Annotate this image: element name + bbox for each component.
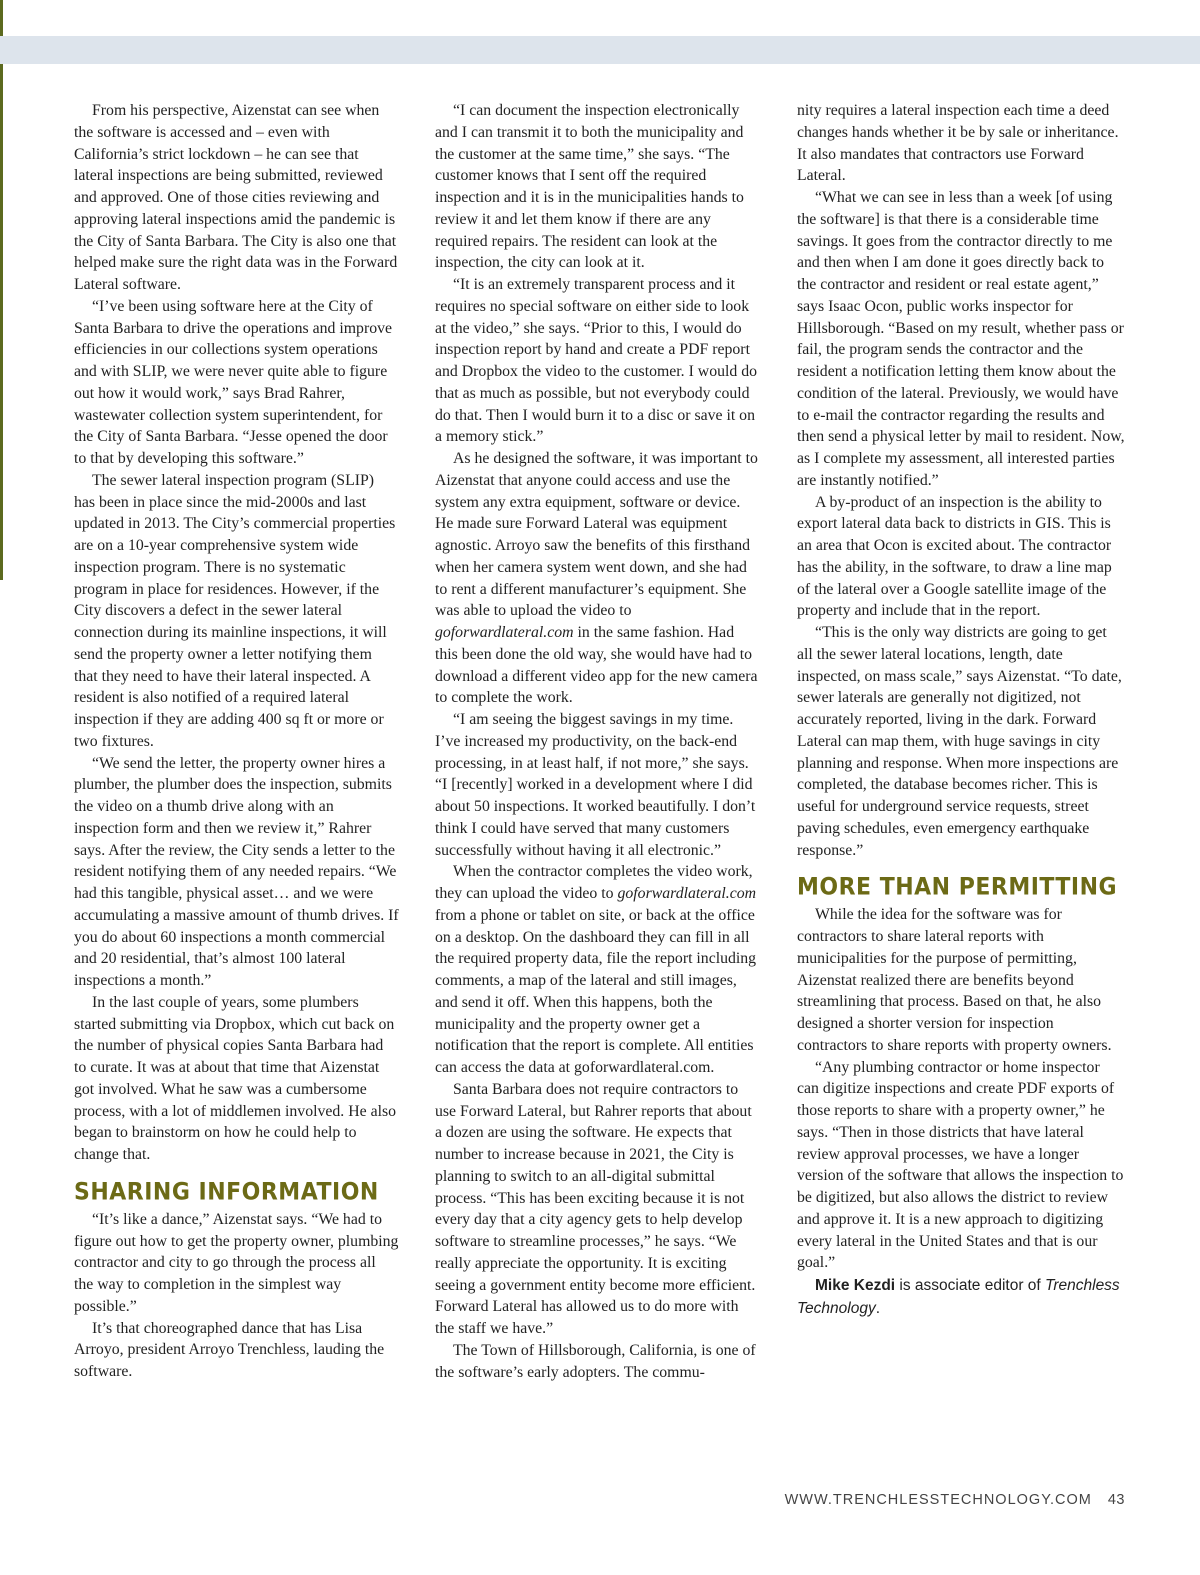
website-link[interactable]: goforwardlateral.com bbox=[617, 885, 757, 902]
footer-url[interactable]: WWW.TRENCHLESSTECHNOLOGY.COM bbox=[784, 1492, 1092, 1508]
paragraph: “I can document the inspection electronically and I can transmit it to both the municipality and the customer at the same time,” she says. “The customer knows that I sent off the required inspection and it is in the municipalities hands to review it and let them know if there are any required repairs. The resident can look at the inspection, the city can look at it. bbox=[435, 102, 744, 272]
paragraph: “I’ve been using software here at the City of Santa Barbara to drive the operations and improve efficiencies in our collections system operations and with SLIP, we were never quite able to figure out how it would work,” says Brad Rahrer, wastewater collection system superintendent, for the City of Santa Barbara. “Jesse opened the door to that by developing this software.” bbox=[74, 297, 393, 467]
paragraph: The Town of Hillsborough, California, is one of the software’s early adopters. The commu- bbox=[435, 1341, 756, 1381]
text-run: When the contractor completes the video work, they can upload the video to bbox=[435, 863, 753, 902]
paragraph: “It is an extremely transparent process and it requires no special software on either side to look at the video,” she says. “Prior to this, I would do inspection report by hand and create a PDF report and Dropbox the video to the customer. I would do that as much as possible, but not everybody could do that. Then I would burn it to a disc or save it on a memory stick.” bbox=[435, 276, 758, 446]
author-name: Mike Kezdi bbox=[815, 1277, 896, 1294]
paragraph bbox=[435, 861, 760, 1079]
paragraph: Santa Barbara does not require contractors to use Forward Lateral, but Rahrer reports that about a dozen are using the software. He expects that number to increase because in 2021, the City is planning to switch to an all-digital submittal process. “This has been exciting because it is not every day that a city agency gets to help develop software to streamline processes,” he says. “We really appreciate the opportunity. It is exciting seeing a government entity become more efficient. Forward Lateral has allowed us to do more with the staff we have.” bbox=[435, 1080, 756, 1337]
paragraph bbox=[435, 448, 760, 709]
paragraph: While the idea for the software was for contractors to share lateral reports with municipalities for the purpose of permitting, Aizenstat realized there are benefits beyond streamlining that process. Based on that, he also designed a shorter version for inspection contractors to share reports with property owners. bbox=[797, 906, 1112, 1054]
page-footer bbox=[785, 1492, 1125, 1508]
publication-name: Trenchless Technology bbox=[797, 1277, 1120, 1317]
paragraph: “Any plumbing contractor or home inspector can digitize inspections and create PDF exports of those reports to share with a property owner,” he says. “Then in those districts that have lateral review approval processes, we have a longer version of the software that allows the inspection to be digitized, but also allows the district to review and approve it. It is a new approach to digitizing every lateral in the United States and that is our goal.” bbox=[797, 1058, 1124, 1272]
article-column-3 bbox=[797, 100, 1125, 1320]
paragraph: “It’s like a dance,” Aizenstat says. “We had to figure out how to get the property owner, plumbing contractor and city to go through the process all the way to completion in the simplest way possible.” bbox=[74, 1210, 399, 1315]
paragraph: A by-product of an inspection is the ability to export lateral data back to districts in GIS. This is an area that Ocon is excited about. The contractor has the ability, in the software, to draw a line map of the lateral over a Google satellite image of the property and include that in the report. bbox=[797, 493, 1112, 620]
article-column-2 bbox=[435, 100, 760, 1383]
left-edge-rule bbox=[0, 0, 3, 580]
byline-text: . bbox=[875, 1300, 881, 1317]
text-run: As he designed the software, it was important to Aizenstat that anyone could access and use the system any extra equipment, software or device. He made sure Forward Lateral was equipment agnostic. Arroyo saw the benefits of this firsthand when her camera system went down, and she had to rent a different manufacturer’s equipment. She was able to upload the video to bbox=[435, 450, 758, 620]
section-heading-more-than-permitting: MORE THAN PERMITTING bbox=[797, 873, 1118, 902]
text-run: in the same fashion. Had this been done the old way, she would have had to download a different video app for the new camera to complete the work. bbox=[435, 624, 758, 707]
byline-text: is associate editor of bbox=[895, 1277, 1046, 1294]
paragraph: The sewer lateral inspection program (SLIP) has been in place since the mid-2000s and last updated in 2013. The City’s commercial properties are on a 10-year comprehensive system wide inspection program. There is no systematic program in place for residences. However, if the City discovers a defect in the sewer lateral connection during its mainline inspections, it will send the property owner a letter notifying them that they need to have their lateral inspected. A resident is also notified of a required lateral inspection if they are adding 400 sq ft or more or two fixtures. bbox=[74, 471, 396, 750]
paragraph: “This is the only way districts are going to get all the sewer lateral locations, length, date inspected, on mass scale,” says Aizenstat. “To date, sewer laterals are generally not digitized, not accurately reported, living in the dark. Forward Lateral can map them, with huge savings in city planning and response. When more inspections are completed, the database becomes richer. This is useful for underground service requests, street paving schedules, even emergency earthquake response.” bbox=[797, 624, 1122, 859]
paragraph: “What we can see in less than a week [of using the software] is that there is a considerable time savings. It goes from the contractor directly to me and then when I am done it goes directly back to the contractor and resident or real estate agent,” says Isaac Ocon, public works inspector for Hillsborough. “Based on my result, whether pass or fail, the program sends the contractor and the resident a notification letting them know about the condition of the lateral. Previously, we would have to e-mail the contractor regarding the results and then send a physical letter by mail to resident. Now, as I complete my assessment, all interested parties are instantly notified.” bbox=[797, 189, 1125, 489]
article-column-1 bbox=[74, 100, 399, 1383]
section-heading-sharing-information: SHARING INFORMATION bbox=[74, 1178, 379, 1206]
paragraph: In the last couple of years, some plumbers started submitting via Dropbox, which cut back on the number of physical copies Santa Barbara had to curate. It was at about that time that Aizenstat got involved. What he saw was a cumbersome process, with a lot of middlemen involved. He also began to brainstorm on how he could help to change that. bbox=[74, 993, 397, 1163]
author-byline bbox=[797, 1274, 1125, 1320]
paragraph: From his perspective, Aizenstat can see when the software is accessed and – even with California’s strict lockdown – he can see that lateral inspections are being submitted, reviewed and approved. One of those cities reviewing and approving lateral inspections amid the pandemic is the City of Santa Barbara. The City is also one that helped make sure the right data was in the Forward Lateral software. bbox=[74, 102, 398, 293]
paragraph: “We send the letter, the property owner hires a plumber, the plumber does the inspection, submits the video on a thumb drive along with an inspection form and then we review it,” Rahrer says. After the review, the City sends a letter to the resident notifying them of any needed repairs. “We had this tangible, physical asset… and we were accumulating a massive amount of thumb drives. If you do about 60 inspections a month commercial and 20 residential, that’s almost 100 lateral inspections a month.” bbox=[74, 754, 399, 989]
website-link[interactable]: goforwardlateral.com bbox=[435, 624, 574, 641]
text-run: from a phone or tablet on site, or back at the office on a desktop. On the dashboard they can fill in all the required property data, file the report including comments, a map of the lateral and still images, and send it off. When this happens, both the municipality and the property owner get a notification that the report is complete. All entities can access the data at goforwardlateral.com. bbox=[435, 906, 757, 1076]
paragraph: nity requires a lateral inspection each time a deed changes hands whether it be by sale or inheritance. It also mandates that contractors use Forward Lateral. bbox=[797, 102, 1119, 185]
page-number: 43 bbox=[1107, 1492, 1125, 1508]
top-header-band bbox=[0, 36, 1200, 64]
paragraph: It’s that choreographed dance that has Lisa Arroyo, president Arroyo Trenchless, lauding the software. bbox=[74, 1319, 385, 1380]
paragraph: “I am seeing the biggest savings in my time. I’ve increased my productivity, on the back-end processing, in at least half, if not more,” she says. “I [recently] worked in a development where I did about 50 inspections. It worked beautifully. I don’t think I could have served that many customers successfully without having it all electronic.” bbox=[435, 711, 756, 859]
